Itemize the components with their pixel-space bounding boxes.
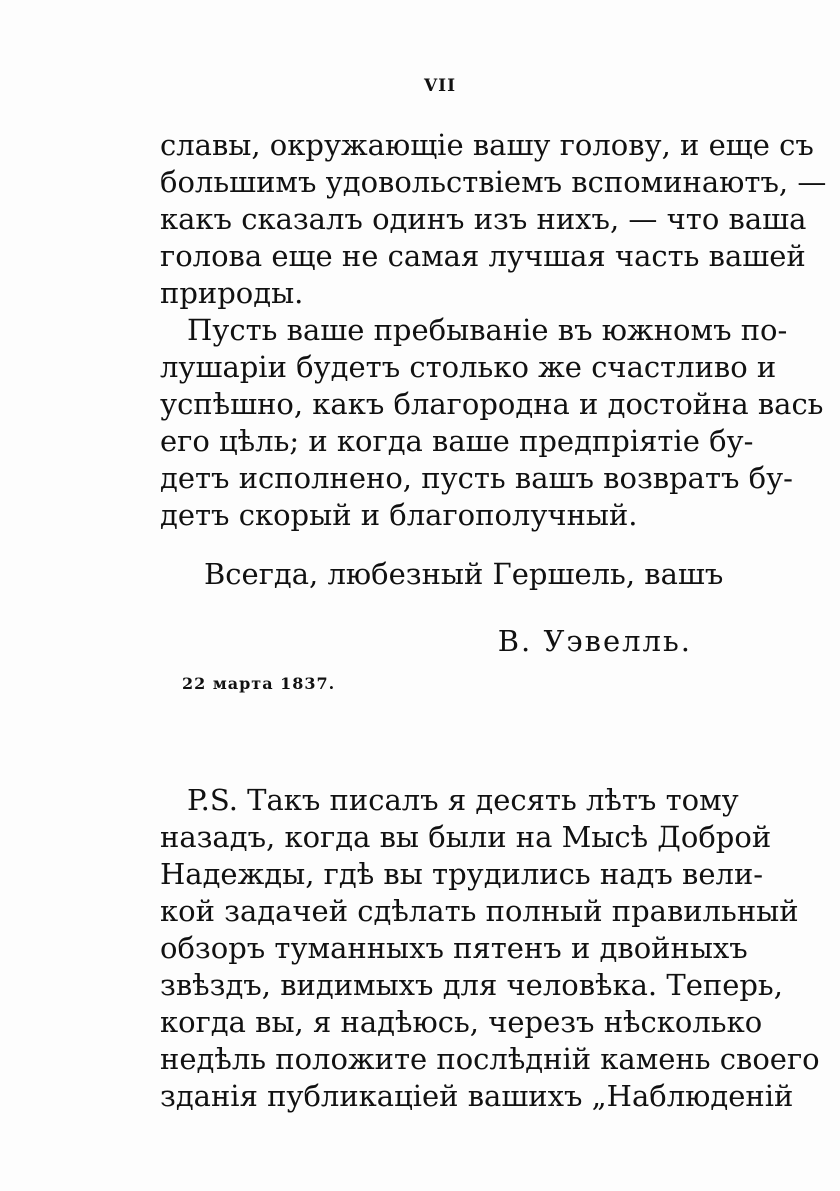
text-line: обзоръ туманныхъ пятенъ и двойныхъ	[160, 931, 748, 965]
paragraph-ps	[160, 782, 820, 1115]
letter-date: 22 марта 1837.	[182, 674, 336, 693]
text-line: успѣшно, какъ благородна и достойна вась	[160, 387, 824, 421]
text-line: детъ исполнено, пусть вашъ возвратъ бу-	[160, 461, 793, 495]
signature: В. Уэвелль.	[497, 624, 692, 658]
text-line: Надежды, гдѣ вы трудились надъ вели-	[160, 857, 764, 891]
closing-line: Всегда, любезный Гершель, вашъ	[204, 557, 724, 591]
page-number: VII	[423, 76, 457, 96]
text-line: зданія публикаціей вашихъ „Наблюденій	[160, 1079, 794, 1113]
text-line: детъ скорый и благополучный.	[160, 498, 638, 532]
text-line: природы.	[160, 276, 304, 310]
text-line: голова еще не самая лучшая часть вашей	[160, 239, 806, 273]
paragraph-2	[160, 312, 824, 534]
text-line: лушаріи будетъ столько же счастливо и	[160, 350, 777, 384]
text-line: славы, окружающіе вашу голову, и еще съ	[160, 128, 814, 162]
text-line: какъ сказалъ одинъ изъ нихъ, — что ваша	[160, 202, 807, 236]
text-line: Пусть ваше пребываніе въ южномъ по-	[187, 313, 788, 347]
text-line: недѣль положите послѣдній камень своего	[160, 1042, 820, 1076]
paragraph-1	[160, 127, 827, 312]
text-line: назадъ, когда вы были на Мысѣ Доброй	[160, 820, 772, 854]
text-line: его цѣль; и когда ваше предпріятіе бу-	[160, 424, 754, 458]
text-line: звѣздъ, видимыхъ для человѣка. Теперь,	[160, 968, 783, 1002]
text-line: большимъ удовольствіемъ вспоминаютъ, —	[160, 165, 827, 199]
text-line: P.S. Такъ писалъ я десять лѣтъ тому	[187, 783, 739, 817]
text-line: когда вы, я надѣюсь, черезъ нѣсколько	[160, 1005, 763, 1039]
text-line: кой задачей сдѣлать полный правильный	[160, 894, 799, 928]
